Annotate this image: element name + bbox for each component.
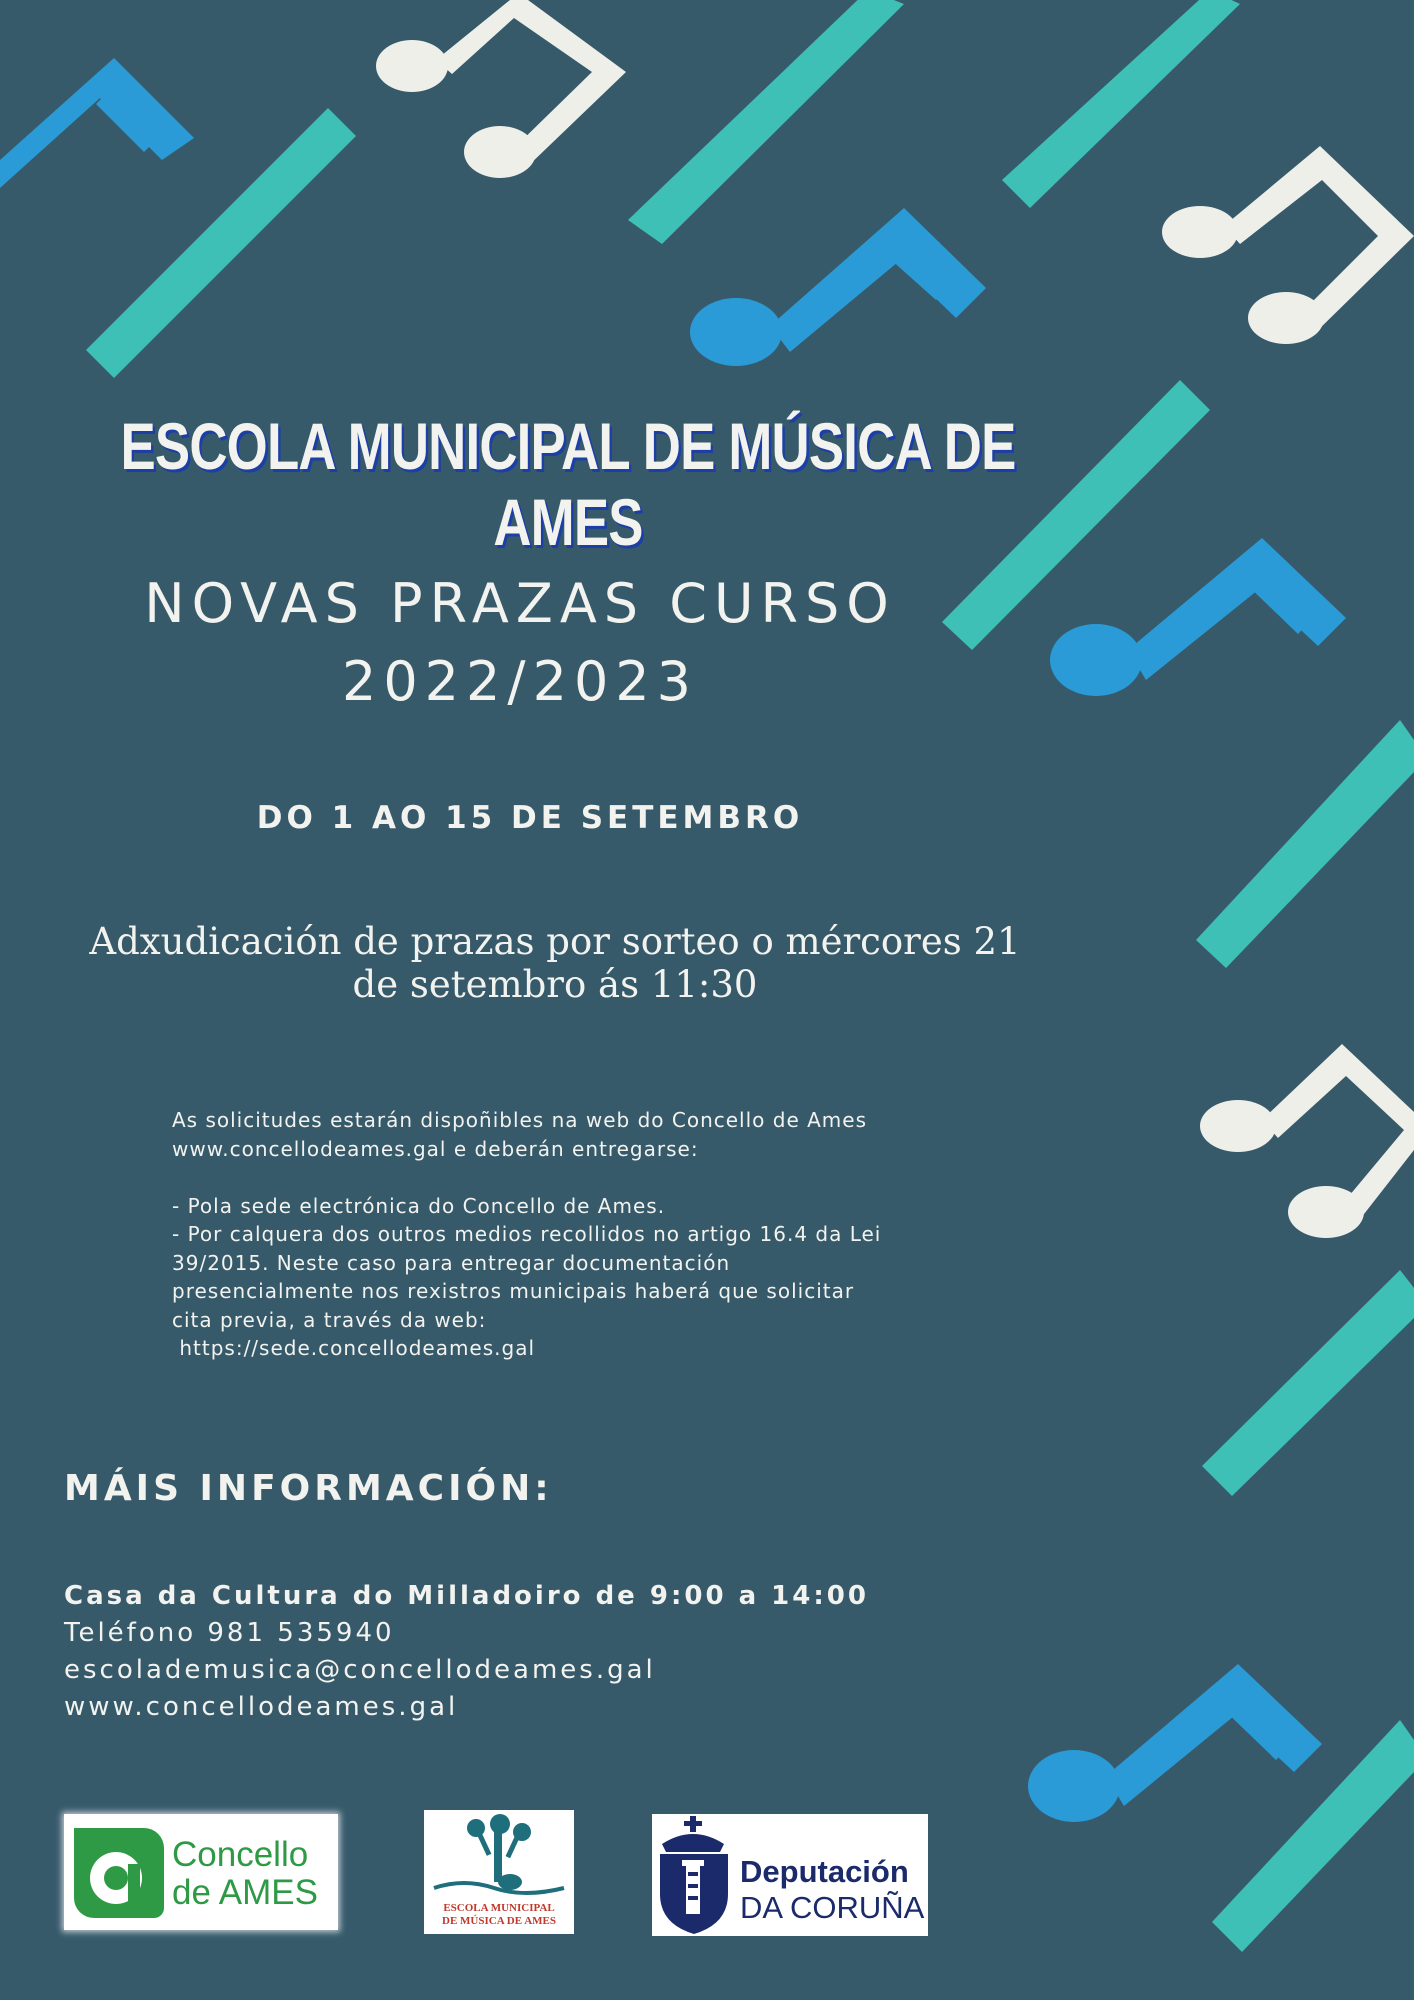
- ames-a-icon: [64, 1814, 174, 1930]
- application-info: [172, 1106, 972, 1363]
- enrollment-dates: DO 1 AO 15 DE SETEMBRO: [256, 800, 804, 836]
- deputacion-logo-line: Deputación: [740, 1854, 909, 1889]
- adjudication-notice: [40, 920, 1070, 1006]
- contact-block: [64, 1578, 869, 1726]
- cream-note-icon: [1200, 1044, 1414, 1238]
- contact-phone: Teléfono 981 535940: [64, 1618, 395, 1648]
- deputacion-logo-line: DA CORUÑA: [740, 1890, 925, 1925]
- teal-bar: [628, 0, 904, 244]
- info-line: www.concellodeames.gal e deberán entregarse:: [172, 1136, 699, 1161]
- cream-note-icon: [376, 0, 626, 178]
- escola-tree-note-icon: [424, 1810, 574, 1900]
- ames-logo-line: Concello: [172, 1835, 309, 1874]
- escola-logo-line: DE MÚSICA DE AMES: [442, 1915, 556, 1927]
- page-title: ESCOLA MUNICIPAL DE MÚSICA DE AMES: [120, 409, 1016, 559]
- concello-ames-logo: [64, 1814, 338, 1930]
- teal-bar: [1202, 1270, 1414, 1496]
- info-line: https://sede.concellodeames.gal: [172, 1336, 536, 1360]
- info-line: [172, 1163, 972, 1192]
- blue-note-icon: [0, 58, 194, 188]
- cream-note-icon: [1162, 146, 1414, 344]
- more-info-heading: MÁIS INFORMACIÓN:: [64, 1468, 553, 1509]
- info-line: - Por calquera dos outros medios recollidos no artigo 16.4 da Lei: [172, 1222, 882, 1246]
- adjudication-line: de setembro ás 11:30: [352, 963, 758, 1006]
- adjudication-line: Adxudicación de prazas por sorteo o mércores 21: [89, 920, 1021, 963]
- contact-location: Casa da Cultura do Milladoiro de 9:00 a 14:00: [64, 1581, 869, 1611]
- subtitle-line: NOVAS PRAZAS CURSO: [144, 572, 896, 635]
- info-line: cita previa, a través da web:: [172, 1307, 487, 1332]
- subtitle: [40, 565, 1000, 721]
- contact-email: escolademusica@concellodeames.gal: [64, 1655, 656, 1685]
- contact-web: www.concellodeames.gal: [64, 1692, 459, 1722]
- deputacion-coruna-logo: [652, 1814, 928, 1936]
- blue-note-icon: [690, 208, 986, 366]
- teal-bar: [1212, 1720, 1414, 1952]
- blue-note-icon: [1050, 538, 1346, 696]
- subtitle-year: 2022/2023: [341, 650, 699, 713]
- teal-bar: [86, 108, 356, 378]
- blue-note-icon: [1028, 1664, 1322, 1822]
- escola-musica-logo: [424, 1810, 574, 1934]
- teal-bar: [1196, 720, 1414, 968]
- info-line: presencialmente nos rexistros municipais haberá que solicitar: [172, 1279, 855, 1303]
- info-line: As solicitudes estarán dispoñibles na web do Concello de Ames: [172, 1108, 868, 1132]
- teal-bar: [1002, 0, 1240, 208]
- deputacion-shield-icon: [652, 1814, 738, 1936]
- info-line: - Pola sede electrónica do Concello de Ames.: [172, 1193, 666, 1218]
- escola-logo-line: ESCOLA MUNICIPAL: [443, 1902, 555, 1914]
- ames-logo-line: de AMES: [172, 1873, 318, 1912]
- info-line: 39/2015. Neste caso para entregar documentación: [172, 1250, 731, 1275]
